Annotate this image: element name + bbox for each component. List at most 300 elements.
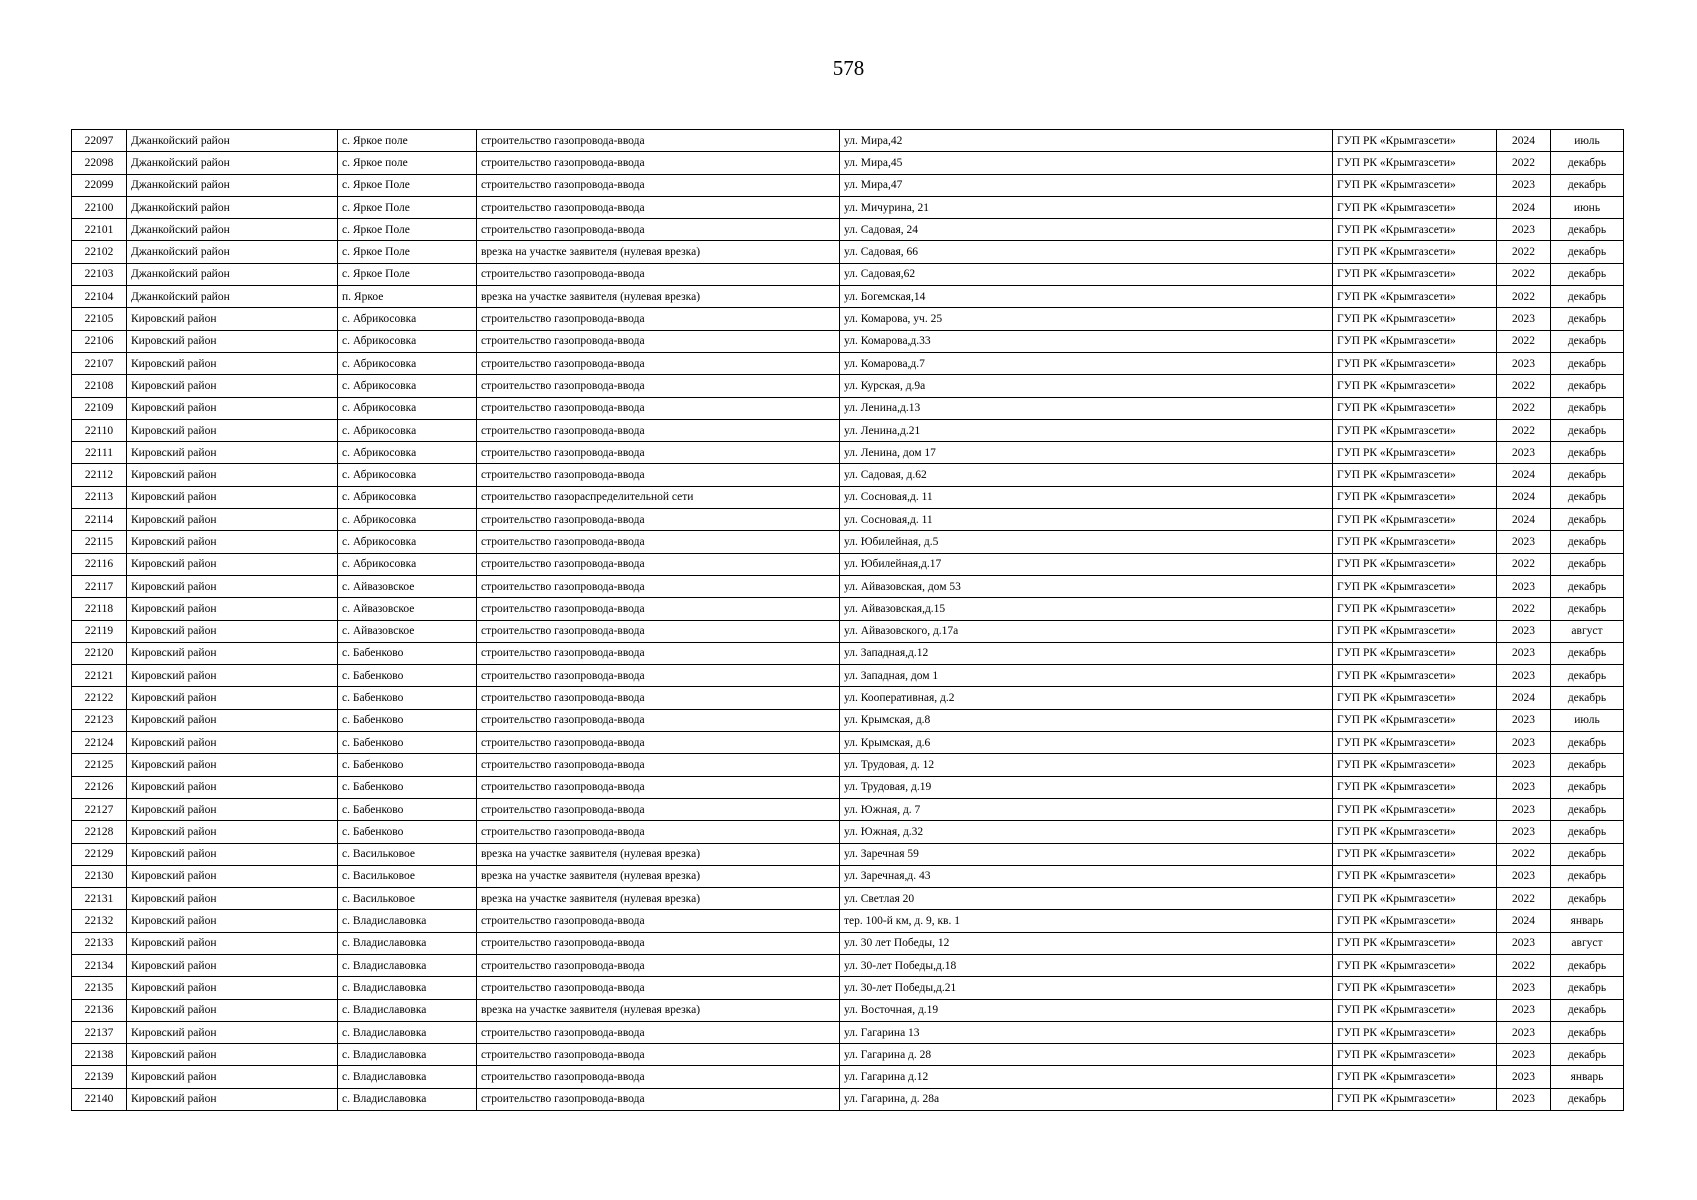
cell-organization: ГУП РК «Крымгазсети» bbox=[1333, 397, 1497, 419]
cell-organization: ГУП РК «Крымгазсети» bbox=[1333, 865, 1497, 887]
cell-district: Кировский район bbox=[127, 531, 338, 553]
cell-settlement: с. Абрикосовка bbox=[338, 419, 477, 441]
table-row bbox=[72, 687, 1624, 709]
cell-organization: ГУП РК «Крымгазсети» bbox=[1333, 575, 1497, 597]
cell-number: 22132 bbox=[72, 910, 127, 932]
cell-work-type: строительство газопровода-ввода bbox=[477, 709, 840, 731]
cell-number: 22119 bbox=[72, 620, 127, 642]
cell-year: 2023 bbox=[1497, 798, 1551, 820]
cell-work-type: врезка на участке заявителя (нулевая врезка) bbox=[477, 241, 840, 263]
cell-district: Кировский район bbox=[127, 999, 338, 1021]
cell-organization: ГУП РК «Крымгазсети» bbox=[1333, 442, 1497, 464]
cell-month: декабрь bbox=[1551, 442, 1624, 464]
cell-year: 2023 bbox=[1497, 1044, 1551, 1066]
cell-month: декабрь bbox=[1551, 464, 1624, 486]
cell-settlement: с. Бабенково bbox=[338, 709, 477, 731]
table-row bbox=[72, 397, 1624, 419]
cell-settlement: с. Владиславовка bbox=[338, 1044, 477, 1066]
cell-work-type: строительство газопровода-ввода bbox=[477, 196, 840, 218]
cell-address: ул. Мичурина, 21 bbox=[840, 196, 1333, 218]
cell-month: декабрь bbox=[1551, 1088, 1624, 1110]
cell-year: 2023 bbox=[1497, 219, 1551, 241]
cell-district: Кировский район bbox=[127, 821, 338, 843]
cell-district: Кировский район bbox=[127, 620, 338, 642]
table-row bbox=[72, 642, 1624, 664]
cell-month: декабрь bbox=[1551, 954, 1624, 976]
cell-organization: ГУП РК «Крымгазсети» bbox=[1333, 954, 1497, 976]
table-row bbox=[72, 442, 1624, 464]
table-row bbox=[72, 1021, 1624, 1043]
cell-work-type: строительство газопровода-ввода bbox=[477, 553, 840, 575]
cell-number: 22122 bbox=[72, 687, 127, 709]
table-row bbox=[72, 843, 1624, 865]
cell-number: 22107 bbox=[72, 352, 127, 374]
cell-number: 22129 bbox=[72, 843, 127, 865]
cell-settlement: с. Бабенково bbox=[338, 642, 477, 664]
cell-district: Кировский район bbox=[127, 642, 338, 664]
cell-address: ул. Западная, дом 1 bbox=[840, 665, 1333, 687]
cell-month: декабрь bbox=[1551, 419, 1624, 441]
cell-district: Кировский район bbox=[127, 954, 338, 976]
cell-organization: ГУП РК «Крымгазсети» bbox=[1333, 531, 1497, 553]
cell-district: Джанкойский район bbox=[127, 174, 338, 196]
cell-year: 2023 bbox=[1497, 575, 1551, 597]
cell-address: ул. Курская, д.9а bbox=[840, 375, 1333, 397]
cell-district: Джанкойский район bbox=[127, 196, 338, 218]
cell-work-type: врезка на участке заявителя (нулевая врезка) bbox=[477, 286, 840, 308]
cell-year: 2023 bbox=[1497, 732, 1551, 754]
cell-organization: ГУП РК «Крымгазсети» bbox=[1333, 196, 1497, 218]
cell-number: 22114 bbox=[72, 509, 127, 531]
cell-address: ул. Заречная,д. 43 bbox=[840, 865, 1333, 887]
cell-number: 22118 bbox=[72, 598, 127, 620]
cell-organization: ГУП РК «Крымгазсети» bbox=[1333, 598, 1497, 620]
cell-address: ул. Садовая, д.62 bbox=[840, 464, 1333, 486]
cell-settlement: с. Бабенково bbox=[338, 798, 477, 820]
cell-month: январь bbox=[1551, 1066, 1624, 1088]
cell-address: ул. Крымская, д.8 bbox=[840, 709, 1333, 731]
cell-year: 2023 bbox=[1497, 932, 1551, 954]
cell-year: 2023 bbox=[1497, 665, 1551, 687]
table-row bbox=[72, 130, 1624, 152]
cell-district: Кировский район bbox=[127, 1066, 338, 1088]
cell-organization: ГУП РК «Крымгазсети» bbox=[1333, 308, 1497, 330]
cell-number: 22124 bbox=[72, 732, 127, 754]
cell-organization: ГУП РК «Крымгазсети» bbox=[1333, 665, 1497, 687]
cell-month: декабрь bbox=[1551, 821, 1624, 843]
table-row bbox=[72, 776, 1624, 798]
cell-address: ул. Сосновая,д. 11 bbox=[840, 486, 1333, 508]
cell-address: ул. Ленина,д.21 bbox=[840, 419, 1333, 441]
cell-number: 22105 bbox=[72, 308, 127, 330]
cell-month: январь bbox=[1551, 910, 1624, 932]
cell-work-type: врезка на участке заявителя (нулевая врезка) bbox=[477, 999, 840, 1021]
cell-work-type: строительство газопровода-ввода bbox=[477, 509, 840, 531]
cell-year: 2024 bbox=[1497, 196, 1551, 218]
table-row bbox=[72, 219, 1624, 241]
cell-organization: ГУП РК «Крымгазсети» bbox=[1333, 932, 1497, 954]
cell-number: 22117 bbox=[72, 575, 127, 597]
cell-organization: ГУП РК «Крымгазсети» bbox=[1333, 732, 1497, 754]
cell-organization: ГУП РК «Крымгазсети» bbox=[1333, 330, 1497, 352]
cell-organization: ГУП РК «Крымгазсети» bbox=[1333, 509, 1497, 531]
cell-address: ул. Комарова, уч. 25 bbox=[840, 308, 1333, 330]
table-row bbox=[72, 352, 1624, 374]
cell-district: Кировский район bbox=[127, 419, 338, 441]
cell-settlement: с. Абрикосовка bbox=[338, 308, 477, 330]
cell-work-type: строительство газопровода-ввода bbox=[477, 531, 840, 553]
cell-organization: ГУП РК «Крымгазсети» bbox=[1333, 776, 1497, 798]
cell-number: 22099 bbox=[72, 174, 127, 196]
cell-number: 22116 bbox=[72, 553, 127, 575]
cell-organization: ГУП РК «Крымгазсети» bbox=[1333, 464, 1497, 486]
cell-year: 2023 bbox=[1497, 352, 1551, 374]
cell-month: декабрь bbox=[1551, 754, 1624, 776]
cell-settlement: с. Бабенково bbox=[338, 821, 477, 843]
cell-work-type: строительство газопровода-ввода bbox=[477, 665, 840, 687]
cell-work-type: строительство газопровода-ввода bbox=[477, 732, 840, 754]
cell-work-type: строительство газопровода-ввода bbox=[477, 1066, 840, 1088]
cell-address: ул. Восточная, д.19 bbox=[840, 999, 1333, 1021]
cell-month: декабрь bbox=[1551, 798, 1624, 820]
cell-district: Кировский район bbox=[127, 1044, 338, 1066]
cell-work-type: строительство газопровода-ввода bbox=[477, 1088, 840, 1110]
cell-settlement: с. Владиславовка bbox=[338, 910, 477, 932]
cell-district: Кировский район bbox=[127, 464, 338, 486]
cell-address: ул. Гагарина д.12 bbox=[840, 1066, 1333, 1088]
cell-organization: ГУП РК «Крымгазсети» bbox=[1333, 910, 1497, 932]
cell-organization: ГУП РК «Крымгазсети» bbox=[1333, 263, 1497, 285]
cell-month: декабрь bbox=[1551, 1021, 1624, 1043]
cell-number: 22135 bbox=[72, 977, 127, 999]
cell-month: декабрь bbox=[1551, 375, 1624, 397]
cell-work-type: строительство газопровода-ввода bbox=[477, 1021, 840, 1043]
cell-work-type: врезка на участке заявителя (нулевая врезка) bbox=[477, 888, 840, 910]
cell-settlement: с. Владиславовка bbox=[338, 1021, 477, 1043]
table-row bbox=[72, 977, 1624, 999]
cell-organization: ГУП РК «Крымгазсети» bbox=[1333, 375, 1497, 397]
cell-work-type: врезка на участке заявителя (нулевая врезка) bbox=[477, 843, 840, 865]
cell-district: Кировский район bbox=[127, 977, 338, 999]
cell-number: 22103 bbox=[72, 263, 127, 285]
cell-settlement: с. Яркое Поле bbox=[338, 196, 477, 218]
cell-number: 22130 bbox=[72, 865, 127, 887]
cell-year: 2022 bbox=[1497, 152, 1551, 174]
cell-month: декабрь bbox=[1551, 687, 1624, 709]
cell-work-type: строительство газопровода-ввода bbox=[477, 687, 840, 709]
cell-year: 2023 bbox=[1497, 1021, 1551, 1043]
table-row bbox=[72, 598, 1624, 620]
cell-year: 2022 bbox=[1497, 330, 1551, 352]
cell-district: Кировский район bbox=[127, 553, 338, 575]
cell-work-type: строительство газопровода-ввода bbox=[477, 754, 840, 776]
cell-district: Кировский район bbox=[127, 843, 338, 865]
cell-district: Джанкойский район bbox=[127, 241, 338, 263]
table-row bbox=[72, 575, 1624, 597]
cell-district: Джанкойский район bbox=[127, 263, 338, 285]
cell-address: ул. Комарова,д.33 bbox=[840, 330, 1333, 352]
cell-year: 2022 bbox=[1497, 954, 1551, 976]
cell-district: Кировский район bbox=[127, 375, 338, 397]
cell-organization: ГУП РК «Крымгазсети» bbox=[1333, 977, 1497, 999]
cell-year: 2022 bbox=[1497, 397, 1551, 419]
cell-year: 2023 bbox=[1497, 1088, 1551, 1110]
cell-month: декабрь bbox=[1551, 152, 1624, 174]
cell-organization: ГУП РК «Крымгазсети» bbox=[1333, 888, 1497, 910]
cell-district: Кировский район bbox=[127, 442, 338, 464]
cell-month: декабрь bbox=[1551, 219, 1624, 241]
cell-work-type: строительство газопровода-ввода bbox=[477, 776, 840, 798]
cell-organization: ГУП РК «Крымгазсети» bbox=[1333, 130, 1497, 152]
cell-district: Кировский район bbox=[127, 308, 338, 330]
cell-address: ул. Крымская, д.6 bbox=[840, 732, 1333, 754]
cell-address: ул. Кооперативная, д.2 bbox=[840, 687, 1333, 709]
cell-number: 22109 bbox=[72, 397, 127, 419]
cell-organization: ГУП РК «Крымгазсети» bbox=[1333, 419, 1497, 441]
cell-address: ул. Мира,45 bbox=[840, 152, 1333, 174]
cell-number: 22126 bbox=[72, 776, 127, 798]
cell-address: ул. Мира,47 bbox=[840, 174, 1333, 196]
cell-work-type: строительство газопровода-ввода bbox=[477, 174, 840, 196]
cell-work-type: строительство газопровода-ввода bbox=[477, 1044, 840, 1066]
cell-address: ул. Трудовая, д. 12 bbox=[840, 754, 1333, 776]
cell-month: август bbox=[1551, 932, 1624, 954]
cell-district: Кировский район bbox=[127, 754, 338, 776]
cell-address: ул. Богемская,14 bbox=[840, 286, 1333, 308]
cell-work-type: строительство газопровода-ввода bbox=[477, 464, 840, 486]
cell-month: декабрь bbox=[1551, 330, 1624, 352]
cell-month: декабрь bbox=[1551, 776, 1624, 798]
cell-month: декабрь bbox=[1551, 308, 1624, 330]
cell-settlement: с. Яркое Поле bbox=[338, 174, 477, 196]
cell-number: 22139 bbox=[72, 1066, 127, 1088]
cell-month: июль bbox=[1551, 130, 1624, 152]
cell-address: ул. Гагарина д. 28 bbox=[840, 1044, 1333, 1066]
cell-number: 22102 bbox=[72, 241, 127, 263]
cell-organization: ГУП РК «Крымгазсети» bbox=[1333, 219, 1497, 241]
cell-address: ул. Айвазовского, д.17а bbox=[840, 620, 1333, 642]
cell-month: декабрь bbox=[1551, 509, 1624, 531]
cell-month: август bbox=[1551, 620, 1624, 642]
cell-year: 2023 bbox=[1497, 865, 1551, 887]
cell-district: Кировский район bbox=[127, 330, 338, 352]
cell-number: 22138 bbox=[72, 1044, 127, 1066]
cell-settlement: с. Яркое Поле bbox=[338, 241, 477, 263]
cell-organization: ГУП РК «Крымгазсети» bbox=[1333, 642, 1497, 664]
cell-settlement: с. Владиславовка bbox=[338, 1088, 477, 1110]
cell-settlement: с. Абрикосовка bbox=[338, 531, 477, 553]
cell-number: 22131 bbox=[72, 888, 127, 910]
table-row bbox=[72, 910, 1624, 932]
cell-organization: ГУП РК «Крымгазсети» bbox=[1333, 241, 1497, 263]
cell-year: 2024 bbox=[1497, 130, 1551, 152]
table-row bbox=[72, 954, 1624, 976]
cell-organization: ГУП РК «Крымгазсети» bbox=[1333, 152, 1497, 174]
cell-district: Джанкойский район bbox=[127, 130, 338, 152]
cell-settlement: с. Владиславовка bbox=[338, 999, 477, 1021]
cell-organization: ГУП РК «Крымгазсети» bbox=[1333, 286, 1497, 308]
cell-settlement: с. Васильковое bbox=[338, 888, 477, 910]
cell-work-type: строительство газопровода-ввода bbox=[477, 798, 840, 820]
cell-district: Кировский район bbox=[127, 397, 338, 419]
table-row bbox=[72, 375, 1624, 397]
cell-settlement: с. Бабенково bbox=[338, 687, 477, 709]
cell-district: Кировский район bbox=[127, 575, 338, 597]
cell-month: декабрь bbox=[1551, 553, 1624, 575]
cell-month: декабрь bbox=[1551, 665, 1624, 687]
cell-month: декабрь bbox=[1551, 352, 1624, 374]
cell-year: 2023 bbox=[1497, 1066, 1551, 1088]
cell-organization: ГУП РК «Крымгазсети» bbox=[1333, 174, 1497, 196]
cell-year: 2022 bbox=[1497, 241, 1551, 263]
cell-district: Кировский район bbox=[127, 687, 338, 709]
cell-number: 22113 bbox=[72, 486, 127, 508]
cell-year: 2022 bbox=[1497, 263, 1551, 285]
cell-work-type: строительство газопровода-ввода bbox=[477, 308, 840, 330]
cell-work-type: строительство газопровода-ввода bbox=[477, 419, 840, 441]
table-row bbox=[72, 709, 1624, 731]
cell-number: 22110 bbox=[72, 419, 127, 441]
cell-work-type: врезка на участке заявителя (нулевая врезка) bbox=[477, 865, 840, 887]
cell-number: 22120 bbox=[72, 642, 127, 664]
cell-organization: ГУП РК «Крымгазсети» bbox=[1333, 999, 1497, 1021]
cell-month: декабрь bbox=[1551, 888, 1624, 910]
table-row bbox=[72, 665, 1624, 687]
cell-settlement: с. Айвазовское bbox=[338, 620, 477, 642]
cell-month: декабрь bbox=[1551, 486, 1624, 508]
cell-district: Кировский район bbox=[127, 486, 338, 508]
cell-district: Кировский район bbox=[127, 910, 338, 932]
cell-address: ул. Сосновая,д. 11 bbox=[840, 509, 1333, 531]
cell-settlement: с. Абрикосовка bbox=[338, 509, 477, 531]
cell-work-type: строительство газопровода-ввода bbox=[477, 152, 840, 174]
cell-organization: ГУП РК «Крымгазсети» bbox=[1333, 1044, 1497, 1066]
cell-year: 2022 bbox=[1497, 598, 1551, 620]
cell-number: 22123 bbox=[72, 709, 127, 731]
cell-address: ул. Ленина, дом 17 bbox=[840, 442, 1333, 464]
cell-address: ул. 30 лет Победы, 12 bbox=[840, 932, 1333, 954]
cell-organization: ГУП РК «Крымгазсети» bbox=[1333, 1066, 1497, 1088]
cell-district: Кировский район bbox=[127, 352, 338, 374]
cell-settlement: с. Васильковое bbox=[338, 865, 477, 887]
cell-address: ул. 30-лет Победы,д.21 bbox=[840, 977, 1333, 999]
table-row bbox=[72, 999, 1624, 1021]
cell-work-type: строительство газопровода-ввода bbox=[477, 642, 840, 664]
cell-year: 2022 bbox=[1497, 843, 1551, 865]
cell-year: 2022 bbox=[1497, 286, 1551, 308]
cell-number: 22125 bbox=[72, 754, 127, 776]
cell-settlement: с. Абрикосовка bbox=[338, 442, 477, 464]
cell-address: ул. Айвазовская,д.15 bbox=[840, 598, 1333, 620]
cell-work-type: строительство газопровода-ввода bbox=[477, 352, 840, 374]
cell-work-type: строительство газопровода-ввода bbox=[477, 397, 840, 419]
cell-settlement: с. Яркое Поле bbox=[338, 219, 477, 241]
cell-number: 22097 bbox=[72, 130, 127, 152]
cell-settlement: с. Владиславовка bbox=[338, 954, 477, 976]
cell-district: Кировский район bbox=[127, 776, 338, 798]
cell-year: 2022 bbox=[1497, 888, 1551, 910]
table-row bbox=[72, 932, 1624, 954]
cell-district: Кировский район bbox=[127, 665, 338, 687]
cell-organization: ГУП РК «Крымгазсети» bbox=[1333, 709, 1497, 731]
cell-address: ул. Садовая, 24 bbox=[840, 219, 1333, 241]
cell-organization: ГУП РК «Крымгазсети» bbox=[1333, 687, 1497, 709]
cell-work-type: строительство газопровода-ввода bbox=[477, 977, 840, 999]
cell-address: ул. Гагарина, д. 28а bbox=[840, 1088, 1333, 1110]
cell-year: 2023 bbox=[1497, 620, 1551, 642]
table-row bbox=[72, 509, 1624, 531]
table-row bbox=[72, 620, 1624, 642]
table-row bbox=[72, 196, 1624, 218]
cell-address: ул. 30-лет Победы,д.18 bbox=[840, 954, 1333, 976]
table-row bbox=[72, 531, 1624, 553]
cell-work-type: строительство газораспределительной сети bbox=[477, 486, 840, 508]
cell-month: декабрь bbox=[1551, 642, 1624, 664]
table-row bbox=[72, 263, 1624, 285]
cell-year: 2023 bbox=[1497, 531, 1551, 553]
cell-year: 2023 bbox=[1497, 821, 1551, 843]
cell-work-type: строительство газопровода-ввода bbox=[477, 375, 840, 397]
cell-organization: ГУП РК «Крымгазсети» bbox=[1333, 754, 1497, 776]
cell-number: 22098 bbox=[72, 152, 127, 174]
cell-number: 22100 bbox=[72, 196, 127, 218]
cell-address: ул. Садовая,62 bbox=[840, 263, 1333, 285]
cell-address: ул. Комарова,д.7 bbox=[840, 352, 1333, 374]
cell-year: 2024 bbox=[1497, 687, 1551, 709]
cell-work-type: строительство газопровода-ввода bbox=[477, 442, 840, 464]
cell-organization: ГУП РК «Крымгазсети» bbox=[1333, 821, 1497, 843]
table-row bbox=[72, 152, 1624, 174]
cell-year: 2023 bbox=[1497, 754, 1551, 776]
cell-settlement: с. Бабенково bbox=[338, 665, 477, 687]
cell-district: Кировский район bbox=[127, 732, 338, 754]
cell-organization: ГУП РК «Крымгазсети» bbox=[1333, 553, 1497, 575]
cell-settlement: с. Абрикосовка bbox=[338, 397, 477, 419]
cell-work-type: строительство газопровода-ввода bbox=[477, 821, 840, 843]
cell-settlement: с. Абрикосовка bbox=[338, 375, 477, 397]
table-row bbox=[72, 286, 1624, 308]
table-row bbox=[72, 798, 1624, 820]
cell-settlement: с. Яркое поле bbox=[338, 130, 477, 152]
cell-district: Кировский район bbox=[127, 888, 338, 910]
table-row bbox=[72, 419, 1624, 441]
cell-organization: ГУП РК «Крымгазсети» bbox=[1333, 620, 1497, 642]
cell-month: декабрь bbox=[1551, 865, 1624, 887]
cell-settlement: п. Яркое bbox=[338, 286, 477, 308]
cell-organization: ГУП РК «Крымгазсети» bbox=[1333, 486, 1497, 508]
cell-work-type: строительство газопровода-ввода bbox=[477, 330, 840, 352]
table-row bbox=[72, 241, 1624, 263]
cell-year: 2023 bbox=[1497, 642, 1551, 664]
cell-number: 22128 bbox=[72, 821, 127, 843]
cell-year: 2024 bbox=[1497, 464, 1551, 486]
cell-organization: ГУП РК «Крымгазсети» bbox=[1333, 798, 1497, 820]
cell-work-type: строительство газопровода-ввода bbox=[477, 620, 840, 642]
table-row bbox=[72, 821, 1624, 843]
cell-settlement: с. Владиславовка bbox=[338, 1066, 477, 1088]
cell-month: декабрь bbox=[1551, 241, 1624, 263]
cell-number: 22133 bbox=[72, 932, 127, 954]
table-row bbox=[72, 553, 1624, 575]
cell-organization: ГУП РК «Крымгазсети» bbox=[1333, 1088, 1497, 1110]
registry-body bbox=[72, 130, 1624, 1111]
cell-address: ул. Трудовая, д.19 bbox=[840, 776, 1333, 798]
table-row bbox=[72, 1066, 1624, 1088]
cell-month: декабрь bbox=[1551, 999, 1624, 1021]
cell-district: Кировский район bbox=[127, 1021, 338, 1043]
table-row bbox=[72, 1088, 1624, 1110]
table-row bbox=[72, 308, 1624, 330]
